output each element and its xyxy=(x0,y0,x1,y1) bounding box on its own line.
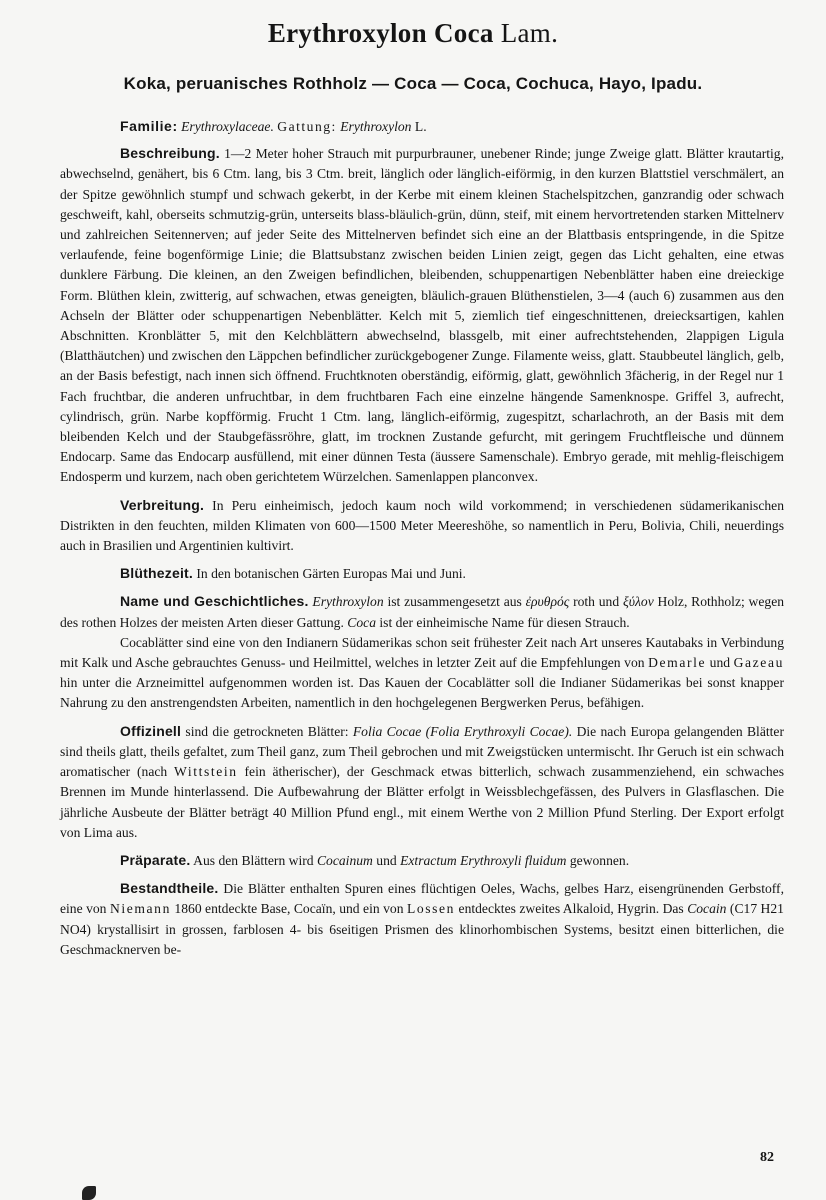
bluethezeit-text: In den botanischen Gärten Europas Mai und Juni. xyxy=(196,566,466,582)
gattung-label: Gattung: xyxy=(277,119,337,134)
bestandtheile-term-cocain: Cocain xyxy=(687,901,727,917)
bestandtheile-text-1: Die Blätter enthalten Spuren eines flüchtigen Oeles, Wachs, gelbes Harz, eisengrünenden Gerbstoff, eine von xyxy=(60,881,784,917)
name-paragraph-2 xyxy=(60,633,784,714)
name-greek-1: ἐρυθρός xyxy=(525,594,570,610)
section-bluethezeit xyxy=(60,563,784,584)
common-names: Koka, peruanisches Rothholz — Coca — Coca, Cochuca, Hayo, Ipadu. xyxy=(123,74,703,93)
name-text-1: ist zusammengesetzt aus xyxy=(387,594,522,610)
offizinell-person-wittstein: Wittstein xyxy=(174,764,238,780)
section-name-geschichte xyxy=(60,591,784,632)
praeparate-text-1: Aus den Blättern wird xyxy=(193,852,314,868)
name-p2-text-b: hin unter die Arzneimittel aufgenommen worden ist. Das Kauen der Cocablätter soll die Indianer Südamerikas bei sonst knapper Nahrung zu den anstrengendsten Arbeiten, namentlich in den hochgelegenen Bergwerken Perus, befähigen. xyxy=(60,675,784,711)
section-verbreitung xyxy=(60,495,784,557)
name-text-3: Holz, Rothholz; wegen des rothen Holzes der meisten Arten dieser Gattung. xyxy=(60,594,785,630)
familie-label: Familie: xyxy=(120,118,178,134)
gattung-value: Erythroxylon xyxy=(340,119,412,134)
title-species: Erythroxylon Coca xyxy=(267,18,494,48)
verbreitung-text: In Peru einheimisch, jedoch kaum noch wild vorkommend; in verschiedenen südamerikanischen Distrikten in den feuchten, milden Klimaten von 600—1500 Meter Meereshöhe, so namentlich in Peru, Bolivia, Chili, neuerdings auch in Brasilien und Argentinien kultivirt. xyxy=(60,497,784,554)
beschreibung-heading: Beschreibung. xyxy=(120,145,220,162)
name-p2-und: und xyxy=(709,655,731,671)
page-number: 82 xyxy=(760,1150,774,1165)
familie-line xyxy=(60,116,784,137)
verbreitung-heading: Verbreitung. xyxy=(120,496,205,513)
offizinell-drug: Folia Cocae xyxy=(352,723,422,739)
praeparate-heading: Präparate. xyxy=(120,851,191,868)
ink-blot-mark xyxy=(82,1186,96,1200)
section-praeparate xyxy=(60,850,784,871)
bestandtheile-person-lossen: Lossen xyxy=(406,901,456,917)
article-body xyxy=(60,116,784,960)
name-person-gazeau: Gazeau xyxy=(733,655,784,671)
offizinell-text-1: sind die getrockneten Blätter: xyxy=(185,723,349,739)
offizinell-heading: Offizinell xyxy=(120,722,182,739)
name-text-4: ist der einheimische Name für diesen Strauch. xyxy=(379,614,630,630)
name-greek-2: ξύλον xyxy=(622,594,654,610)
name-heading: Name und Geschichtliches. xyxy=(120,593,309,610)
section-bestandtheile xyxy=(60,878,784,960)
familie-value: Erythroxylaceae. xyxy=(181,119,274,134)
gattung-author: L. xyxy=(414,119,427,134)
praeparate-cocainum: Cocainum xyxy=(316,852,373,868)
name-term-erythroxylon: Erythroxylon xyxy=(312,594,384,610)
offizinell-text-2: Die nach Europa gelangenden Blätter sind theils glatt, theils gefaltet, zum Theil ganz, zum Theil gebrochen und mit Zweigstücken untermischt. Ihr Geruch ist ein schwach aromatischer (nach xyxy=(60,723,784,780)
section-beschreibung xyxy=(60,143,784,487)
bestandtheile-person-niemann: Niemann xyxy=(109,901,171,917)
name-person-demarle: Demarle xyxy=(648,655,707,671)
bestandtheile-text-2: 1860 entdeckte Base, Cocaïn, und ein von xyxy=(174,901,404,917)
bestandtheile-text-4: krystallisirt in grossen, farblosen 4- bis 6seitigen Prismen des klinorhombischen Systems, besitzt einen bitterlichen, die Geschmacknerven be- xyxy=(60,921,784,957)
offizinell-drug-alt: (Folia Erythroxyli Cocae). xyxy=(425,723,573,739)
beschreibung-text: 1—2 Meter hoher Strauch mit purpurbrauner, unebener Rinde; junge Zweige glatt. Blätter krautartig, abwechselnd, genähert, bis 6 Ctm. lang, bis 3 Ctm. breit, länglich oder länglich-eiförmig, in den kurzen Blattstiel verschmälert, an der Spitze gewöhnlich stumpf und schwach gekerbt, in der Kerbe mit einem kleinen Stachelspitzchen, ganzrandig oder schwach geschweift, kahl, oberseits schmutzig-grün, unterseits blass-bläulich-grün, dünn, steif, mit einem hervortretenden starken Mittelnerv und zahlreichen Seitennerven; auf jeder Seite des Mittelnerven befindet sich eine an der Blattbasis entspringende, in die Spitze verlaufende, feine bogenförmige Linie; die Blattsubstanz zwischen beiden Linien zeigt, gegen das Licht gehalten, eine etwas dunklere Färbung. Die kleinen, an den Zweigen befindlichen, bleibenden, schuppenartigen Nebenblätter haben eine dreieckige Form. Blüthen klein, zwitterig, auf schwachen, etwas geneigten, bläulich-grauen Blüthenstielen, 3—4 (auch 6) zusammen aus den Achseln der Blätter oder schuppenartigen Nebenblätter. Kelch mit 5, ziemlich tief eingeschnittenen, dreiecksartigen, kahlen Abschnitten. Kronblätter 5, mit den Kelchblättern abwechselnd, blassgelb, mit einer aufrechtstehenden, 2lappigen Ligula (Blatthäutchen) und zwischen den Läppchen befindlicher zurückgebogener Zunge. Filamente weiss, glatt. Staubbeutel länglich, gelb, an der Basis befestigt, nach innen sich öffnend. Fruchtknoten oberständig, eiförmig, glatt, gewöhnlich 3fächerig, in der Regel nur 1 Fach fruchtbar, die anderen unfruchtbar, in dem fruchtbaren Fach eine einzelne hängende Samenknospe. Griffel 3, aufrecht, cylindrisch, grün. Narbe kopfförmig. Frucht 1 Ctm. lang, länglich-eiförmig, zugespitzt, scharlachroth, an der Basis mit dem bleibenden Kelch und der Staubgefässröhre, glatt, im trocknen Zustande gefurcht, mit geringem Fruchtfleische und dünnem Endocarp. Same das Endocarp ausfüllend, mit einer dünnen Testa (äussere Samenschale). Embryo gerade, mit mehlig-fleischigem Endosperm und kurzem, nach oben gerichtetem Würzelchen. Samenlappen planconvex. xyxy=(60,146,785,485)
bestandtheile-formula: (C17 H21 NO4) xyxy=(60,901,784,937)
name-p2-text-a: Cocablätter sind eine von den Indianern Südamerikas schon seit frühester Zeit nach Art unseres Kautabaks in Verbindung mit Kalk und Asche gebrauchtes Genuss- und Heilmittel, welches in letzter Zeit auf die Empfehlungen von xyxy=(60,634,784,671)
name-text-2: roth und xyxy=(573,594,620,610)
page-title xyxy=(0,18,826,49)
praeparate-text-2: und xyxy=(376,852,397,868)
section-offizinell xyxy=(60,721,784,843)
bestandtheile-text-3: entdecktes zweites Alkaloid, Hygrin. Das xyxy=(458,901,684,917)
name-term-coca: Coca xyxy=(347,614,376,630)
title-author: Lam. xyxy=(500,18,559,48)
bluethezeit-heading: Blüthezeit. xyxy=(120,565,193,582)
praeparate-extract: Extractum Erythroxyli fluidum xyxy=(400,852,567,868)
offizinell-text-3: fein ätherischer), der Geschmack etwas bitterlich, schwach zusammenziehend, ein schwaches Brennen im Munde hinterlassend. Die Aufbewahrung der Blätter erfolgt in Weissblechgefässen, des Pulvers in Glasflaschen. Die jährliche Ausbeute der Blätter beträgt 40 Million Pfund engl., mit einem Werthe von 2 Million Pfund Sterling. Der Export erfolgt von Lima aus. xyxy=(60,764,784,840)
bestandtheile-heading: Bestandtheile. xyxy=(120,880,219,897)
praeparate-text-3: gewonnen. xyxy=(569,852,630,868)
